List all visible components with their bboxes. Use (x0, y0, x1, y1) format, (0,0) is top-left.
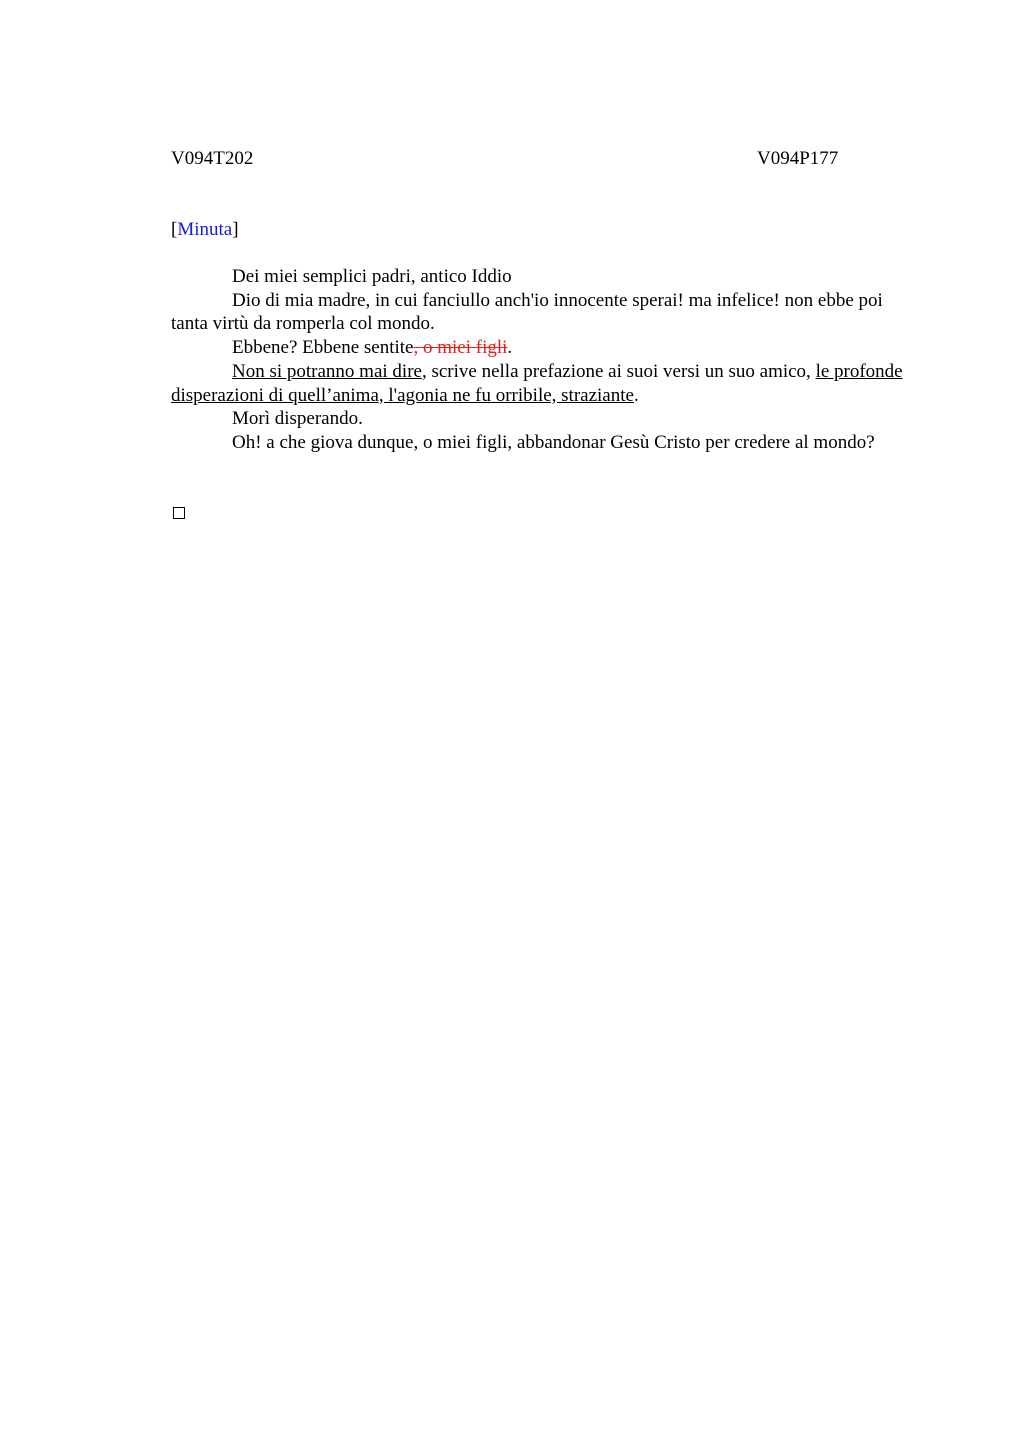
close-bracket: ] (232, 219, 239, 240)
empty-square-icon (173, 507, 185, 519)
minuta-link[interactable]: Minuta (177, 219, 233, 240)
header-left-code: V094T202 (171, 148, 254, 169)
section-label (171, 218, 239, 242)
underlined-quote-2: le profonde disperazioni di quell’anima, l'agonia ne fu orribile, straziante (171, 360, 903, 406)
paragraph-3 (171, 336, 911, 360)
paragraph-4-end: . (633, 384, 639, 406)
paragraph-4-middle: , scrive nella prefazione ai suoi versi un suo amico, (421, 360, 816, 382)
underlined-quote-1: Non si potranno mai dire (232, 360, 422, 382)
paragraph-4 (171, 360, 911, 407)
paragraph-5: Morì disperando. (232, 408, 363, 430)
paragraph-3-text: Ebbene? Ebbene sentite (232, 337, 414, 359)
open-bracket: [ (171, 219, 178, 240)
paragraph-1: Dei miei semplici padri, antico Iddio (232, 266, 512, 287)
document-body (171, 265, 911, 455)
paragraph-6: Oh! a che giova dunque, o miei figli, abbandonar Gesù Cristo per credere al mondo? (232, 431, 875, 453)
deleted-text: , o miei figli (413, 337, 508, 359)
header-right-code: V094P177 (757, 148, 839, 169)
paragraph-3-end: . (507, 337, 513, 359)
paragraph-2: Dio di mia madre, in cui fanciullo anch'io innocente sperai! ma infelice! non ebbe poi tanta virtù da romperla col mondo. (171, 289, 883, 335)
